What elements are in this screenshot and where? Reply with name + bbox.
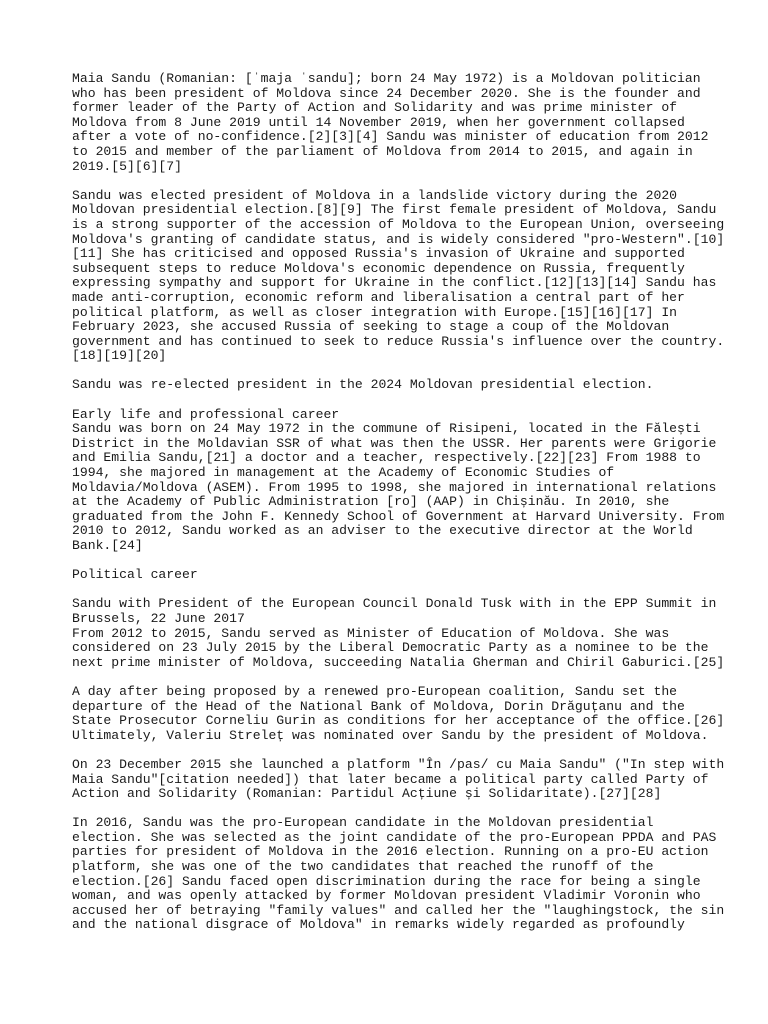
image-caption: Sandu with President of the European Council Donald Tusk with in the EPP Summit in Brussels, 22 June 2017 bbox=[72, 596, 717, 626]
section-heading-early-life: Early life and professional career bbox=[72, 406, 340, 422]
intro-paragraph-2: Sandu was elected president of Moldova in a landslide victory during the 2020 Moldovan presidential election.[8][9] The first female president of Moldova, Sandu is a strong supporter of the accession of Moldova to the European Union, overseeing Moldova's granting of candidate status, and is widely considered "pro-Western".[10] [11] She has criticised and opposed Russia's invasion of Ukraine and supported subsequent steps to reduce Moldova's economic dependence on Russia, frequently expressing sympathy and support for Ukraine in the conflict.[12][13][14] Sandu has made anti-corruption, economic reform and liberalisation a central part of her political platform, as well as closer integration with Europe.[15][16][17] In February 2023, she accused Russia of seeking to stage a coup of the Moldovan government and has continued to seek to reduce Russia's influence over the country. [18][19][20] bbox=[72, 187, 725, 364]
intro-paragraph-1: Maia Sandu (Romanian: [ˈmaja ˈsandu]; born 24 May 1972) is a Moldovan politician who has been president of Moldova since 24 December 2020. She is the founder and former leader of the Party of Action and Solidarity and was prime minister of Moldova from 8 June 2019 until 14 November 2019, when her government collapsed after a vote of no-confidence.[2][3][4] Sandu was minister of education from 2012 to 2015 and member of the parliament of Moldova from 2014 to 2015, and again in 2019.[5][6][7] bbox=[72, 71, 709, 174]
intro-paragraph-3: Sandu was re-elected president in the 2024 Moldovan presidential election. bbox=[72, 377, 654, 393]
political-paragraph-3: On 23 December 2015 she launched a platform "În /pas/ cu Maia Sandu" ("In step with Maia Sandu"[citation needed]) that later became a political party called Party of Action and Solidarity (Romanian: Partidul Acțiune și Solidaritate).[27][28] bbox=[72, 756, 725, 802]
political-paragraph-2: A day after being proposed by a renewed pro-European coalition, Sandu set the departure of the Head of the National Bank of Moldova, Dorin Drăguțanu and the State Prosecutor Corneliu Gurin as conditions for her acceptance of the office.[26] Ultimately, Valeriu Streleț was nominated over Sandu by the president of Moldova. bbox=[72, 683, 725, 743]
document-page bbox=[72, 71, 725, 948]
early-life-paragraph: Sandu was born on 24 May 1972 in the commune of Risipeni, located in the Fălești District in the Moldavian SSR of what was then the USSR. Her parents were Grigorie and Emilia Sandu,[21] a doctor and a teacher, respectively.[22][23] From 1988 to 1994, she majored in management at the Academy of Economic Studies of Moldavia/Moldova (ASEM). From 1995 to 1998, she majored in international relations at the Academy of Public Administration [ro] (AAP) in Chișinău. In 2010, she graduated from the John F. Kennedy School of Government at Harvard University. From 2010 to 2012, Sandu worked as an adviser to the executive director at the World Bank.[24] bbox=[72, 421, 725, 553]
political-paragraph-1: From 2012 to 2015, Sandu served as Minister of Education of Moldova. She was considered on 23 July 2015 by the Liberal Democratic Party as a nominee to be the next prime minister of Moldova, succeeding Natalia Gherman and Chiril Gaburici.[25] bbox=[72, 625, 725, 670]
section-heading-political-career: Political career bbox=[72, 567, 198, 583]
political-paragraph-4: In 2016, Sandu was the pro-European candidate in the Moldovan presidential election. She was selected as the joint candidate of the pro-European PPDA and PAS parties for president of Moldova in the 2016 election. Running on a pro-EU action platform, she was one of the two candidates that reached the runoff of the election.[26] Sandu faced open discrimination during the race for being a single woman, and was openly attacked by former Moldovan president Vladimir Voronin who accused her of betraying "family values" and called her the "laughingstock, the sin and the national disgrace of Moldova" in remarks widely regarded as profoundly bbox=[72, 815, 725, 933]
